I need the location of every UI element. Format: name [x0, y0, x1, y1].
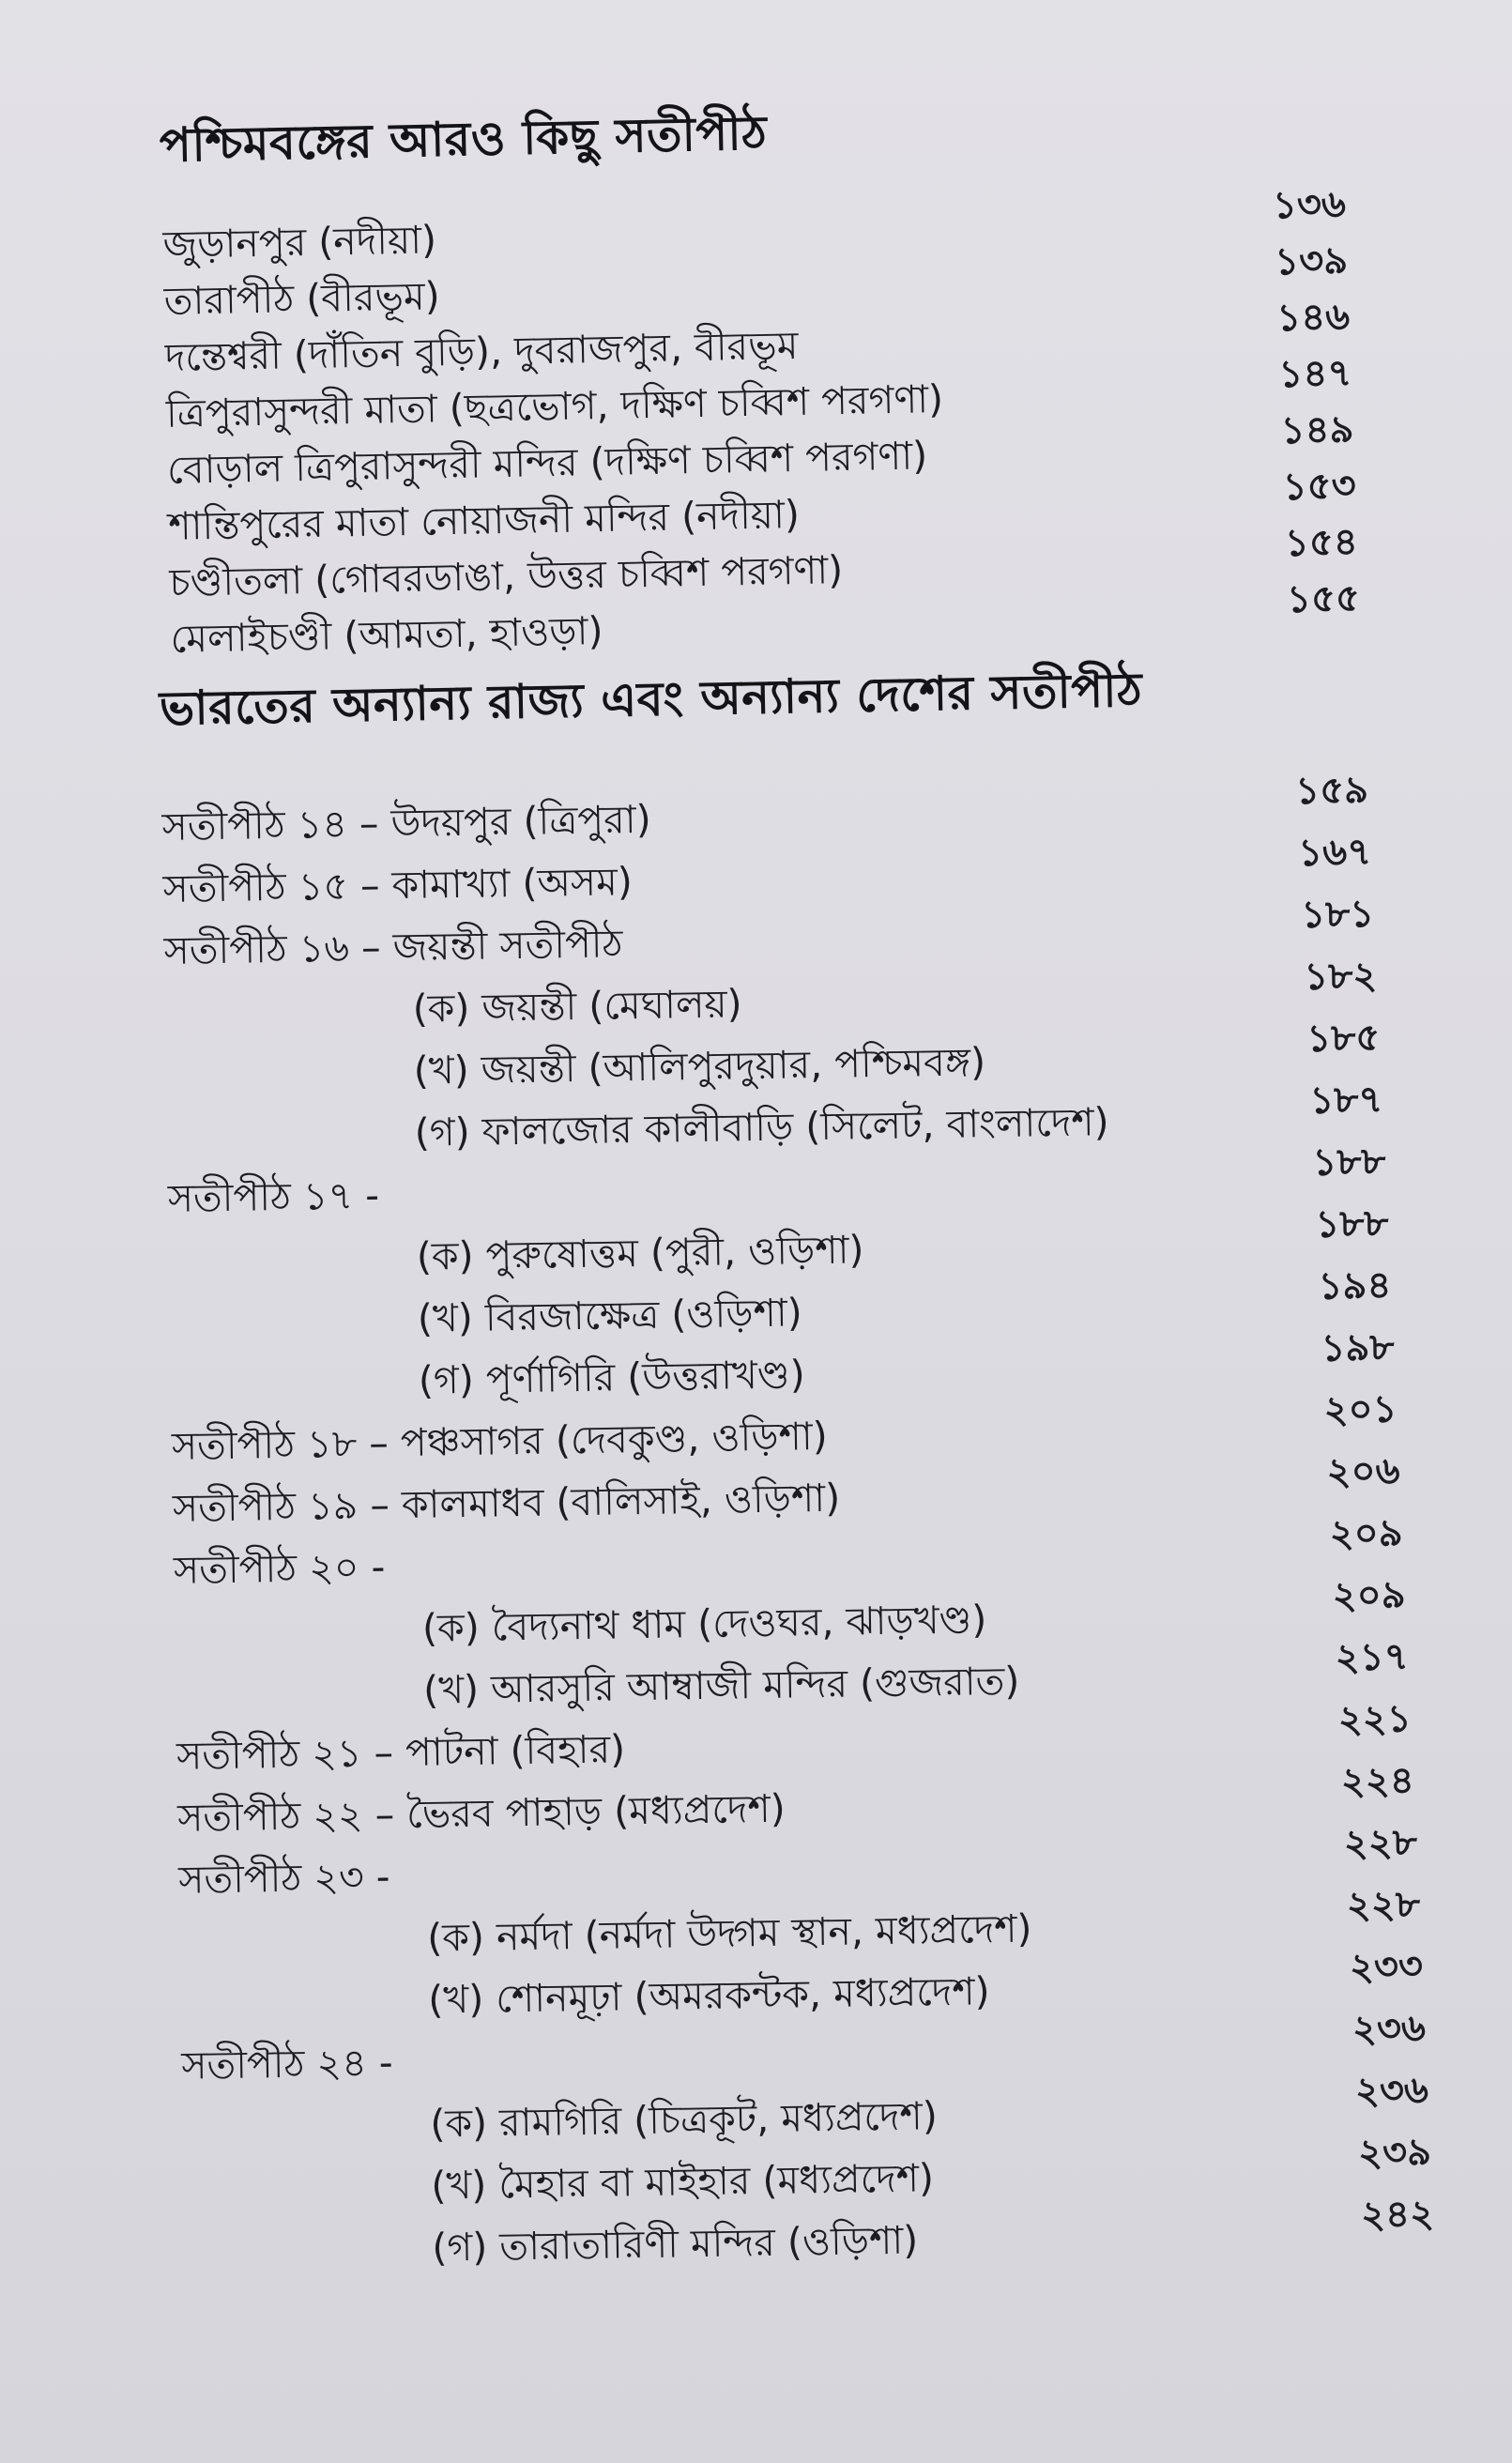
- toc-entry-page-number: ১৯৪: [1318, 1263, 1392, 1308]
- toc-entry-title: (গ) পূর্ণাগিরি (উত্তরাখণ্ড): [418, 1352, 805, 1403]
- toc-entry-page-number: ১৮৭: [1309, 1078, 1383, 1123]
- toc-entry-title: সতীপীঠ ১৬ – জয়ন্তী সতীপীঠ: [163, 921, 623, 973]
- section-heading-other-states: ভারতের অন্যান্য রাজ্য এবং অন্যান্য দেশের সতীপীঠ: [159, 662, 1143, 736]
- toc-entry-title: সতীপীঠ ২১ – পাটনা (বিহার): [176, 1726, 626, 1779]
- toc-entry-title: দন্তেশ্বরী (দাঁতিন বুড়ি), দুবরাজপুর, বীরভূম: [164, 322, 799, 380]
- toc-entry-title: সতীপীঠ ১৫ – কামাখ্যা (অসম): [162, 859, 634, 911]
- toc-entry-page-number: ২০৬: [1326, 1449, 1400, 1494]
- toc-entry-title: ত্রিপুরাসুন্দরী মাতা (ছত্রভোগ, দক্ষিণ চব্বিশ পরগণা): [165, 376, 944, 436]
- toc-entry-title: সতীপীঠ ১৪ – উদয়পুর (ত্রিপুরা): [161, 796, 651, 849]
- toc-entry-page-number: ১৮১: [1300, 892, 1375, 937]
- toc-entry-page-number: ১৮২: [1303, 954, 1378, 999]
- toc-entry-page-number: ১৮৫: [1306, 1016, 1381, 1061]
- toc-entry-page-number: ১৮৮: [1315, 1201, 1389, 1247]
- toc-entry-title: তারাপীঠ (বীরভূম): [163, 273, 441, 324]
- toc-entry-page-number: ১৪৬: [1275, 295, 1351, 341]
- toc-entry-page-number: ২২১: [1337, 1697, 1413, 1742]
- toc-entry-title: সতীপীঠ ২২ – ভৈরব পাহাড় (মধ্যপ্রদেশ): [176, 1785, 786, 1841]
- toc-entry-title: (ক) পুরুষোত্তম (পুরী, ওড়িশা): [416, 1227, 864, 1279]
- toc-entry-page-number: ২০১: [1323, 1387, 1397, 1432]
- toc-entry-title: (খ) বিরজাক্ষেত্র (ওড়িশা): [417, 1290, 803, 1341]
- toc-entry-title: মেলাইচণ্ডী (আমতা, হাওড়া): [170, 608, 603, 662]
- toc-entry-title: সতীপীঠ ২৩ -: [177, 1854, 390, 1903]
- toc-entry-page-number: ১৩৯: [1274, 238, 1349, 284]
- toc-entry-page-number: ২৩৬: [1352, 2006, 1427, 2052]
- toc-entry-page-number: ১৫৯: [1294, 768, 1369, 813]
- toc-entry-title: (ক) জয়ন্তী (মেঘালয়): [412, 981, 742, 1032]
- toc-entry-title: বোড়াল ত্রিপুরাসুন্দরী মন্দির (দক্ষিণ চব্বিশ পরগণা): [166, 433, 928, 493]
- toc-entry-page-number: ১৮৮: [1312, 1140, 1386, 1185]
- toc-entry-title: (ক) বৈদ্যনাথ ধাম (দেওঘর, ঝাড়খণ্ড): [421, 1597, 987, 1651]
- toc-entry-page-number: ২০৯: [1332, 1573, 1407, 1618]
- toc-entry-page-number: ১৩৬: [1272, 182, 1347, 228]
- toc-entry-page-number: ১৫৪: [1284, 520, 1359, 566]
- toc-entry-page-number: ২২৪: [1340, 1759, 1415, 1804]
- toc-entry-page-number: ২৩৬: [1354, 2068, 1429, 2114]
- toc-entry-title: (খ) মৈহার বা মাইহার (মধ্যপ্রদেশ): [431, 2155, 935, 2209]
- toc-entry-page-number: ২৩৩: [1349, 1945, 1424, 1990]
- toc-entry-page-number: ২২৮: [1343, 1821, 1418, 1866]
- toc-entry-title: (খ) আরসুরি আম্বাজী মন্দির (গুজরাত): [422, 1658, 1020, 1713]
- toc-entry-page-number: ১৪৯: [1280, 407, 1354, 453]
- toc-entry-title: জুড়ানপুর (নদীয়া): [162, 217, 437, 268]
- toc-entry-title: (গ) তারাতারিণী মন্দির (ওড়িশা): [432, 2217, 919, 2271]
- toc-entry-page-number: ১৫৫: [1286, 576, 1361, 622]
- toc-entry-title: শান্তিপুরের মাতা নোয়াজনী মন্দির (নদীয়া): [167, 491, 801, 549]
- toc-entry-title: সতীপীঠ ১৮ – পঞ্চসাগর (দেবকুণ্ড, ওড়িশা): [171, 1413, 829, 1469]
- toc-entry-title: (গ) ফালজোর কালীবাড়ি (সিলেট, বাংলাদেশ): [414, 1099, 1109, 1155]
- toc-entry-page-number: ১৬৭: [1297, 830, 1372, 875]
- toc-entry-title: সতীপীঠ ১৭ -: [167, 1172, 380, 1221]
- toc-entry-title: (ক) রামগিরি (চিত্রকূট, মধ্যপ্রদেশ): [430, 2093, 939, 2147]
- toc-entry-title: সতীপীঠ ২০ -: [173, 1544, 386, 1593]
- toc-entry-page-number: ২১৭: [1335, 1635, 1410, 1680]
- toc-entry-title: সতীপীঠ ১৯ – কালমাধব (বালিসাই, ওড়িশা): [172, 1475, 841, 1531]
- toc-entry-page-number: ১৫৩: [1282, 464, 1357, 510]
- toc-entry-title: সতীপীঠ ২৪ -: [181, 2040, 393, 2088]
- section-heading-west-bengal: পশ্চিমবঙ্গের আরও কিছু সতীপীঠ: [159, 105, 768, 173]
- toc-entry-page-number: ২৪২: [1360, 2192, 1435, 2238]
- toc-entry-title: চণ্ডীতলা (গোবরডাঙা, উত্তর চব্বিশ পরগণা): [169, 547, 844, 605]
- toc-entry-title: (খ) জয়ন্তী (আলিপুরদুয়ার, পশ্চিমবঙ্গ): [413, 1039, 986, 1094]
- toc-entry-page-number: ১৯৮: [1321, 1325, 1395, 1370]
- toc-entry-title: (খ) শোনমূঢ়া (অমরকন্টক, মধ্যপ্রদেশ): [427, 1968, 990, 2023]
- toc-entry-title: (ক) নর্মদা (নর্মদা উদ্গম স্থান, মধ্যপ্রদেশ): [426, 1905, 1032, 1961]
- toc-entry-page-number: ২৩৯: [1357, 2130, 1432, 2176]
- toc-entry-page-number: ২২৮: [1346, 1883, 1421, 1928]
- toc-entry-page-number: ১৪৭: [1277, 351, 1352, 397]
- toc-entry-page-number: ২০৯: [1329, 1511, 1403, 1556]
